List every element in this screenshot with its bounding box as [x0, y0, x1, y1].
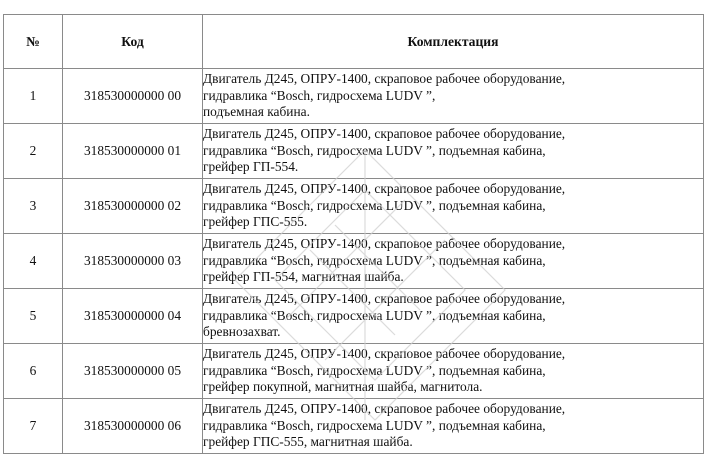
- configuration-line: подъемная кабина.: [203, 104, 310, 120]
- row-number: 4: [4, 234, 63, 289]
- header-configuration: Комплектация: [203, 15, 704, 69]
- configuration-line: грейфер ГП-554, магнитная шайба.: [203, 269, 404, 285]
- row-code: 318530000000 00: [63, 69, 203, 124]
- configuration-line: Двигатель Д245, ОПРУ-1400, скраповое рабочее оборудование,: [203, 401, 566, 417]
- configuration-line: гидравлика “Bosch, гидросхема LUDV ”, подъемная кабина,: [203, 252, 546, 268]
- row-configuration: [203, 69, 704, 124]
- row-number: 6: [4, 344, 63, 399]
- configuration-line: гидравлика “Bosch, гидросхема LUDV ”, подъемная кабина,: [203, 142, 546, 158]
- table-row: [4, 179, 704, 234]
- configuration-line: гидравлика “Bosch, гидросхема LUDV ”, подъемная кабина,: [203, 307, 546, 323]
- row-number: 5: [4, 289, 63, 344]
- row-configuration: [203, 289, 704, 344]
- row-number: 2: [4, 124, 63, 179]
- configuration-line: Двигатель Д245, ОПРУ-1400, скраповое рабочее оборудование,: [203, 181, 566, 197]
- table-row: [4, 289, 704, 344]
- row-configuration: [203, 124, 704, 179]
- row-code: 318530000000 01: [63, 124, 203, 179]
- header-number: №: [4, 15, 63, 69]
- table-row: [4, 124, 704, 179]
- row-number: 1: [4, 69, 63, 124]
- configuration-table: [3, 14, 704, 454]
- row-code: 318530000000 02: [63, 179, 203, 234]
- table-row: [4, 234, 704, 289]
- table-row: [4, 344, 704, 399]
- configuration-line: гидравлика “Bosch, гидросхема LUDV ”, подъемная кабина,: [203, 417, 546, 433]
- configuration-line: Двигатель Д245, ОПРУ-1400, скраповое рабочее оборудование,: [203, 126, 566, 142]
- configuration-line: бревнозахват.: [203, 324, 281, 340]
- configuration-line: Двигатель Д245, ОПРУ-1400, скраповое рабочее оборудование,: [203, 291, 566, 307]
- table-row: [4, 69, 704, 124]
- table-row: [4, 399, 704, 454]
- row-code: 318530000000 04: [63, 289, 203, 344]
- configuration-line: гидравлика “Bosch, гидросхема LUDV ”, подъемная кабина,: [203, 197, 546, 213]
- configuration-line: грейфер ГПС-555, магнитная шайба.: [203, 434, 413, 450]
- row-number: 7: [4, 399, 63, 454]
- row-code: 318530000000 05: [63, 344, 203, 399]
- configuration-line: Двигатель Д245, ОПРУ-1400, скраповое рабочее оборудование,: [203, 71, 566, 87]
- row-code: 318530000000 06: [63, 399, 203, 454]
- table-header-row: [4, 15, 704, 69]
- header-code: Код: [63, 15, 203, 69]
- configuration-line: Двигатель Д245, ОПРУ-1400, скраповое рабочее оборудование,: [203, 236, 566, 252]
- row-configuration: [203, 399, 704, 454]
- configuration-line: грейфер ГП-554.: [203, 159, 299, 175]
- configuration-line: грейфер покупной, магнитная шайба, магнитола.: [203, 379, 483, 395]
- row-number: 3: [4, 179, 63, 234]
- row-configuration: [203, 344, 704, 399]
- row-code: 318530000000 03: [63, 234, 203, 289]
- row-configuration: [203, 234, 704, 289]
- row-configuration: [203, 179, 704, 234]
- configuration-line: Двигатель Д245, ОПРУ-1400, скраповое рабочее оборудование,: [203, 346, 566, 362]
- configuration-line: грейфер ГПС-555.: [203, 214, 308, 230]
- configuration-line: гидравлика “Bosch, гидросхема LUDV ”, подъемная кабина,: [203, 362, 546, 378]
- configuration-line: гидравлика “Bosch, гидросхема LUDV ”,: [203, 87, 436, 103]
